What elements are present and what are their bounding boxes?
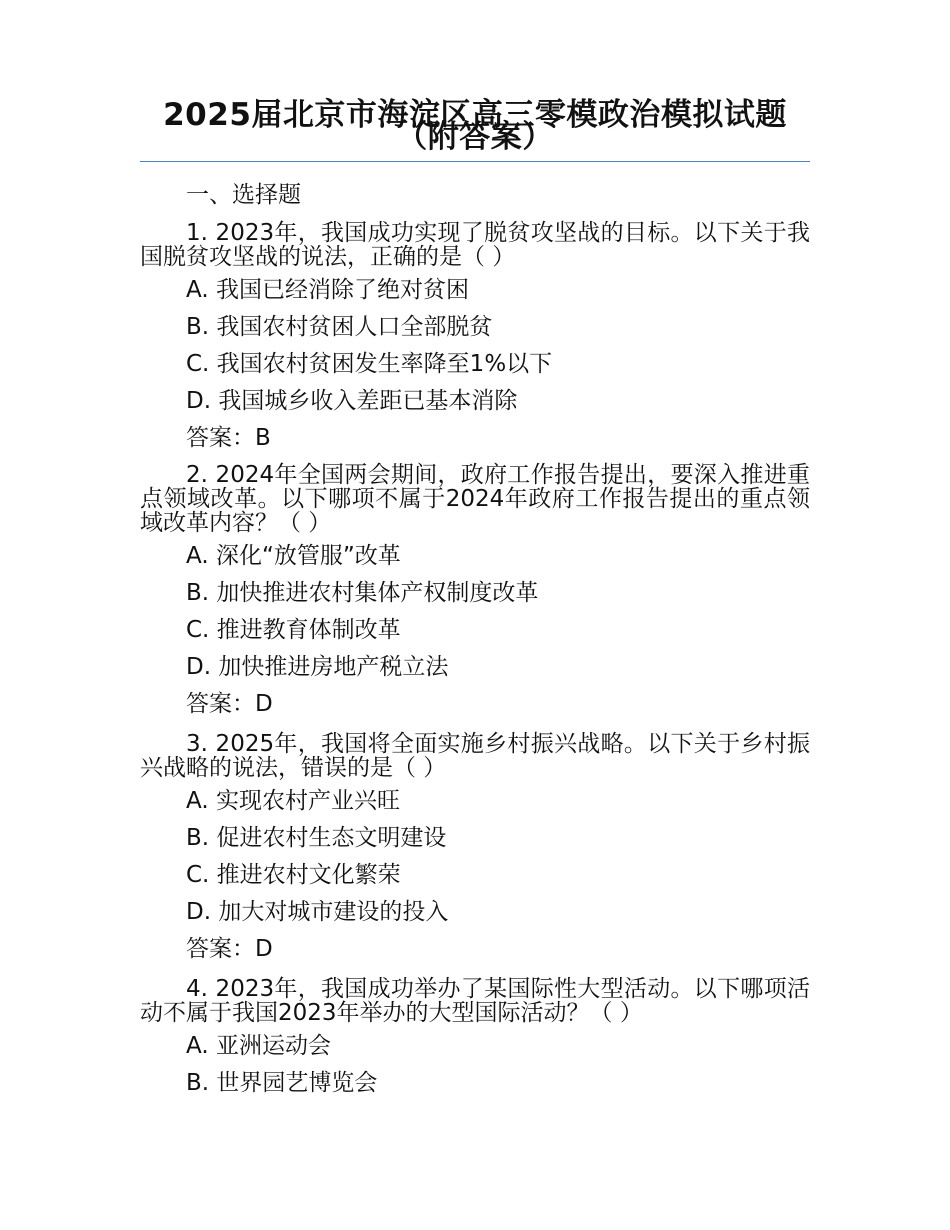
title-underline [140,161,810,162]
option-c: C. 我国农村贫困发生率降至1%以下 [186,351,553,377]
question-1 [140,221,810,460]
question-stem: 3. 2025年，我国将全面实施乡村振兴战略。以下关于乡村振兴战略的说法，错误的是（ ） [140,731,810,781]
answer-text: 答案：D [186,691,273,717]
option-a: A. 深化“放管服”改革 [186,543,401,569]
option-d: D. 我国城乡收入差距已基本消除 [186,388,518,414]
option-c: C. 推进教育体制改革 [186,617,401,643]
question-3 [140,732,810,971]
option-b: B. 促进农村生态文明建设 [186,825,447,851]
question-stem: 4. 2023年，我国成功举办了某国际性大型活动。以下哪项活动不属于我国2023年举办的大型国际活动？（ ） [140,976,810,1026]
document-title: 2025届北京市海淀区高三零模政治模拟试题（附答案） [163,97,787,155]
question-4 [140,977,810,1105]
option-a: A. 亚洲运动会 [186,1033,331,1059]
question-stem: 1. 2023年，我国成功实现了脱贫攻坚战的目标。以下关于我国脱贫攻坚战的说法，正确的是（ ） [140,220,810,270]
option-d: D. 加快推进房地产税立法 [186,654,449,680]
option-b: B. 我国农村贫困人口全部脱贫 [186,314,493,340]
option-b: B. 世界园艺博览会 [186,1070,378,1096]
option-d: D. 加大对城市建设的投入 [186,899,449,925]
option-c: C. 推进农村文化繁荣 [186,862,401,888]
section-heading: 一、选择题 [186,182,301,208]
option-b: B. 加快推进农村集体产权制度改革 [186,580,539,606]
option-a: A. 实现农村产业兴旺 [186,788,400,814]
question-stem: 2. 2024年全国两会期间，政府工作报告提出，要深入推进重点领域改革。以下哪项不属于2024年政府工作报告提出的重点领域改革内容？（ ） [140,462,810,536]
answer-text: 答案：D [186,936,273,962]
question-2 [140,463,810,726]
option-a: A. 我国已经消除了绝对贫困 [186,277,469,303]
answer-text: 答案：B [186,425,271,451]
